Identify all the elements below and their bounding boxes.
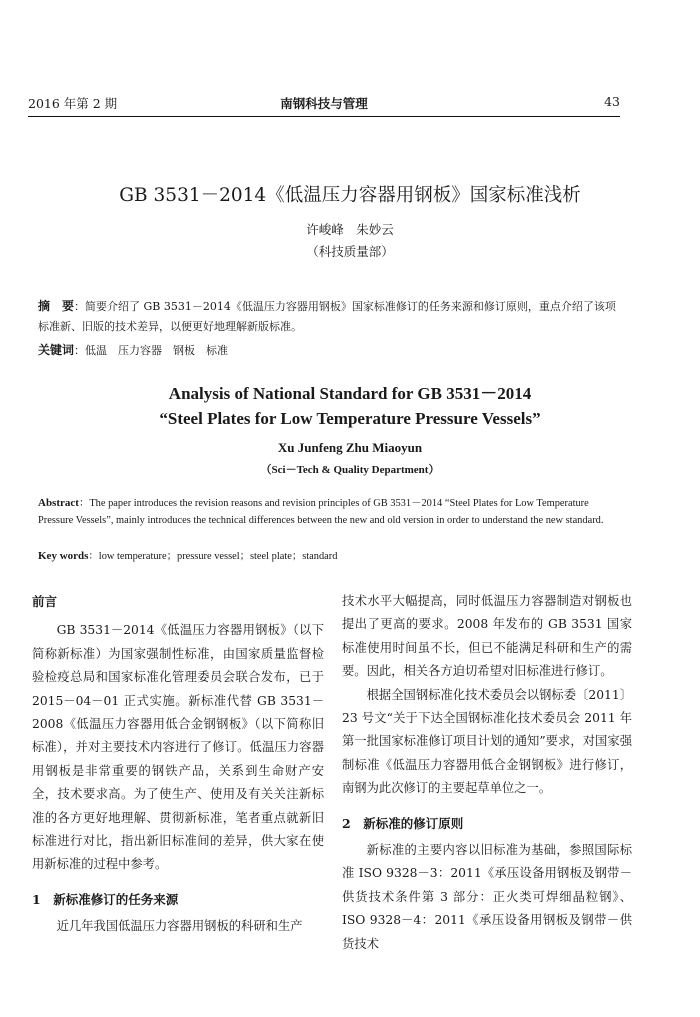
preface-heading: 前言 — [32, 594, 58, 609]
article-title-en — [0, 381, 700, 431]
affiliation-cn: （科技质量部） — [306, 244, 394, 259]
abstract-en-label: Abstract — [38, 497, 79, 509]
page-number: 43 — [604, 94, 620, 109]
body-left-column — [32, 590, 324, 939]
keywords-en-label: Key words — [38, 550, 89, 562]
section2-heading: 2 新标准的修订原则 — [342, 815, 464, 831]
affiliation-en: （Sci－Tech & Quality Department） — [260, 464, 440, 476]
journal-name: 南钢科技与管理 — [280, 96, 368, 111]
section1-heading: 1 新标准修订的任务来源 — [32, 891, 179, 907]
authors-en: Xu Junfeng Zhu Miaoyun — [277, 440, 423, 455]
revision-source-paragraph: 根据全国钢标准化技术委员会以钢标委〔2011〕23 号文“关于下达全国钢标准化技术委员会 2011 年第一批国家标准修订项目计划的通知”要求，对国家强制标准《低温压力容器用低合金钢钢板》进行修订，南钢为此次修订的主要起草单位之一。 — [342, 687, 632, 796]
continuation-paragraph: 技术水平大幅提高，同时低温压力容器制造对钢板也提出了更高的要求。2008 年发布的 GB 3531 国家标准使用时间虽不长，但已不能满足科研和生产的需要。因此，相关各方迫切希望对旧标准进行修订。 — [342, 594, 632, 679]
abstract-cn — [38, 296, 620, 337]
authors-cn: 许峻峰 朱妙云 — [306, 222, 394, 237]
keywords-cn-label: 关键词 — [38, 343, 75, 357]
abstract-cn-text: ：简要介绍了 GB 3531－2014《低温压力容器用钢板》国家标准修订的任务来源和修订原则，重点介绍了该项标准新、旧版的技术差异，以便更好地理解新版标准。 — [38, 300, 616, 333]
keywords-cn — [38, 341, 620, 358]
title-en-line2: “Steel Plates for Low Temperature Pressure Vessels” — [159, 409, 541, 428]
section1-paragraph: 近几年我国低温压力容器用钢板的科研和生产 — [56, 919, 303, 934]
section2-paragraph: 新标准的主要内容以旧标准为基础，参照国际标准 ISO 9328－3：2011《承压设备用钢板及钢带－供货技术条件第 3 部分：正火类可焊细晶粒钢》、ISO 9328－4：2011《承压设备用钢板及钢带－供货技术 — [342, 843, 632, 951]
title-en-line1: Analysis of National Standard for GB 3531－2014 — [168, 384, 532, 403]
abstract-cn-label: 摘 要 — [38, 299, 75, 313]
keywords-en — [38, 547, 620, 562]
preface-paragraph: GB 3531－2014《低温压力容器用钢板》（以下简称新标准）为国家强制性标准，由国家质量监督检验检疫总局和国家标准化管理委员会联合发布，已于 2015－04－01 正式实施。新标准代替 GB 3531－2008《低温压力容器用低合金钢钢板》（以下简称旧标准），并对主要技术内容进行了修订。低温压力容器用钢板是非常重要的钢铁产品，关系到生命财产安全，技术要求高。为了使生产、使用及有关关注新标准的各方更好地理解、贯彻新标准，笔者重点就新旧标准进行对比，指出新旧标准间的差异，供大家在使用新标准的过程中参考。 — [32, 623, 324, 872]
body-right-column — [342, 590, 632, 956]
abstract-en-text: ：The paper introduces the revision reasons and revision principles of GB 3531－2014 “Steel Plates for Low Temperature Pressure Vessels”, mainly introduces the technical differences between the new and old version in order to understand the new standard. — [38, 498, 604, 526]
running-header — [28, 92, 620, 117]
article-title-cn: GB 3531－2014《低温压力容器用钢板》国家标准浅析 — [119, 185, 581, 206]
abstract-en — [38, 495, 620, 529]
keywords-cn-text: ：低温 压力容器 钢板 标准 — [74, 344, 229, 357]
issue-label: 2016 年第 2 期 — [28, 96, 118, 111]
keywords-en-text: ：low temperature；pressure vessel；steel plate；standard — [88, 551, 338, 562]
